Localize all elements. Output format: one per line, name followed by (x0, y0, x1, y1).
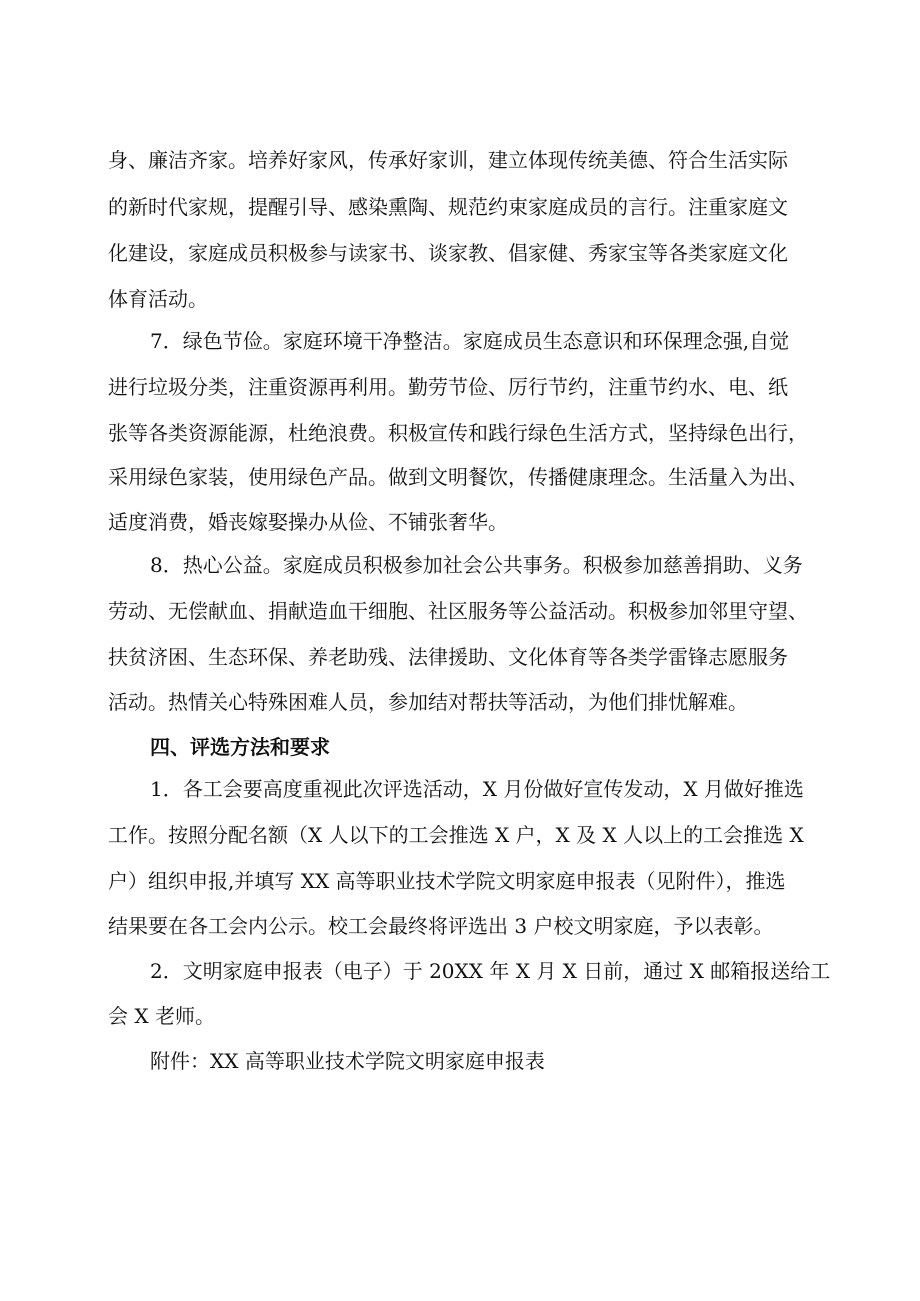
attachment-note: 附件：XX 高等职业技术学院文明家庭申报表 (150, 1049, 545, 1073)
method-item-1-line-1: 1．各工会要高度重视此次评选活动，X 月份做好宣传发动，X 月做好推选 (150, 777, 804, 801)
section-heading: 四、评选方法和要求 (150, 735, 330, 759)
paragraph-7-line-4: 采用绿色家装，使用绿色产品。做到文明餐饮，传播健康理念。生活量入为出、 (108, 465, 808, 489)
paragraph-6-line-2: 的新时代家规，提醒引导、感染熏陶、规范约束家庭成员的言行。注重家庭文 (108, 195, 788, 219)
paragraph-6-line-1: 身、廉洁齐家。培养好家风，传承好家训，建立体现传统美德、符合生活实际 (108, 148, 788, 172)
paragraph-8-line-1: 8．热心公益。家庭成员积极参加社会公共事务。积极参加慈善捐助、义务 (150, 553, 803, 577)
method-item-1-line-2: 工作。按照分配名额（X 人以下的工会推选 X 户，X 及 X 人以上的工会推选 X (108, 823, 804, 847)
paragraph-7-line-1: 7．绿色节俭。家庭环境干净整洁。家庭成员生态意识和环保理念强,自觉 (150, 329, 790, 353)
paragraph-7-line-2: 进行垃圾分类，注重资源再利用。勤劳节俭、厉行节约，注重节约水、电、纸 (108, 375, 788, 399)
method-item-2-line-1: 2．文明家庭申报表（电子）于 20XX 年 X 月 X 日前，通过 X 邮箱报送给工 (150, 959, 831, 983)
method-item-1-line-4: 结果要在各工会内公示。校工会最终将评选出 3 户校文明家庭，予以表彰。 (108, 914, 774, 938)
paragraph-6-line-3: 化建设，家庭成员积极参与读家书、谈家教、倡家健、秀家宝等各类家庭文化 (108, 241, 788, 265)
method-item-1-line-3: 户）组织申报,并填写 XX 高等职业技术学院文明家庭申报表（见附件），推选 (108, 869, 786, 893)
paragraph-6-line-4: 体育活动。 (108, 287, 208, 311)
paragraph-7-line-5: 适度消费，婚丧嫁娶操办从俭、不铺张奢华。 (108, 510, 508, 534)
paragraph-8-line-2: 劳动、无偿献血、捐献造血干细胞、社区服务等公益活动。积极参加邻里守望、 (108, 599, 808, 623)
paragraph-8-line-4: 活动。热情关心特殊困难人员，参加结对帮扶等活动，为他们排忧解难。 (108, 690, 748, 714)
paragraph-8-line-3: 扶贫济困、生态环保、养老助残、法律援助、文化体育等各类学雷锋志愿服务 (108, 645, 788, 669)
method-item-2-line-2: 会 X 老师。 (108, 1004, 215, 1028)
paragraph-7-line-3: 张等各类资源能源，杜绝浪费。积极宣传和践行绿色生活方式，坚持绿色出行， (108, 421, 808, 445)
